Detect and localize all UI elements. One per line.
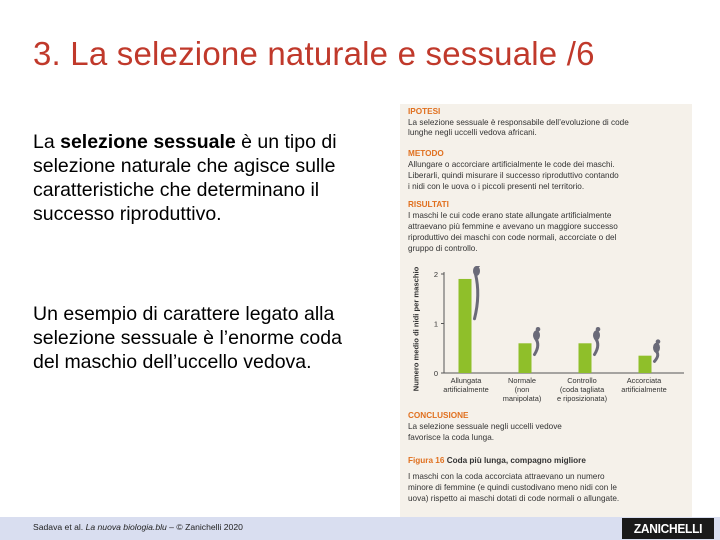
nests-bar-chart xyxy=(400,266,692,404)
bar xyxy=(459,279,472,373)
paragraph-esempio-vedova: Un esempio di carattere legato alla selezione sessuale è l’enorme coda del maschio dell’uccello vedova. xyxy=(33,303,342,373)
category-label-2 xyxy=(552,376,612,403)
risultati-line: gruppo di controllo. xyxy=(408,244,478,253)
metodo-line: i nidi con le uova o i piccoli presenti nel territorio. xyxy=(408,182,585,191)
risultati-line: riproduttivo dei maschi con code normali, accorciate o del xyxy=(408,233,617,242)
y-tick-label: 0 xyxy=(433,369,438,378)
footer-copyright: – © Zanichelli 2020 xyxy=(166,522,243,532)
slide-title: 3. La selezione naturale e sessuale /6 xyxy=(33,35,595,72)
footer-authors: Sadava et al. xyxy=(33,522,86,532)
category-label-line: Controllo xyxy=(567,376,597,385)
figure-number: Figura 16 xyxy=(408,456,445,465)
category-label-line: (non xyxy=(514,385,530,394)
y-tick-label: 2 xyxy=(433,270,438,279)
caption-line: I maschi con la coda accorciata attraevano un numero xyxy=(408,472,605,481)
bird-head xyxy=(596,327,601,332)
textbook-figure xyxy=(400,104,692,524)
zanichelli-logo: ZANICHELLI xyxy=(622,518,714,539)
bird-head xyxy=(536,327,541,332)
conclusione-heading: CONCLUSIONE xyxy=(408,411,469,420)
category-label-line: manipolata) xyxy=(502,394,542,403)
caption-line: minore di femmine (e quindi custodivano meno nidi con le xyxy=(408,483,617,492)
bar xyxy=(639,356,652,373)
category-label-line: artificialmente xyxy=(443,385,489,394)
bird-tail xyxy=(535,338,538,354)
metodo-heading: METODO xyxy=(408,149,444,158)
category-label-3 xyxy=(614,376,674,394)
metodo-line: Allungare o accorciare artificialmente le code dei maschi. xyxy=(408,160,615,169)
caption-line: uova) rispetto ai maschi dotati di code normali o allungate. xyxy=(408,494,620,503)
y-axis-title: Numero medio di nidi per maschio xyxy=(411,266,421,392)
category-label-line: Allungata xyxy=(450,376,482,385)
category-label-line: e riposizionata) xyxy=(556,394,608,403)
bar xyxy=(519,343,532,373)
figure-title: Coda più lunga, compagno migliore xyxy=(446,456,586,465)
conclusione-line: favorisce la coda lunga. xyxy=(408,433,495,442)
footer-book-title: La nuova biologia.blu xyxy=(85,522,167,532)
footer-credit xyxy=(33,522,243,532)
category-label-line: (coda tagliata xyxy=(559,385,605,394)
bird-tail xyxy=(655,351,658,362)
risultati-line: attraevano più femmine e avevano un maggiore successo xyxy=(408,222,618,231)
y-tick-label: 1 xyxy=(433,319,438,329)
category-label-line: artificialmente xyxy=(621,385,667,394)
category-label-line: Normale xyxy=(508,376,536,385)
bar xyxy=(579,343,592,373)
risultati-line: I maschi le cui code erano state allungate artificialmente xyxy=(408,211,612,220)
conclusione-line: La selezione sessuale negli uccelli vedove xyxy=(408,422,562,431)
metodo-line: Liberarli, quindi misurare il successo riproduttivo contando xyxy=(408,171,619,180)
ipotesi-heading: IPOTESI xyxy=(408,107,441,116)
category-label-line: Accorciata xyxy=(626,376,662,385)
figure-caption-title xyxy=(408,456,688,466)
category-label-0 xyxy=(436,376,496,394)
bird-tail xyxy=(475,274,478,319)
bird-head xyxy=(656,339,661,344)
bird-tail xyxy=(595,338,598,354)
para1-bold-term: selezione sessuale xyxy=(60,131,236,153)
risultati-heading: RISULTATI xyxy=(408,200,449,209)
y-axis-title-box xyxy=(406,266,426,392)
para1-post: è un tipo di selezione naturale che agisce sulle caratteristiche che determinano il successo riproduttivo. xyxy=(33,131,337,225)
paragraph-selezione-sessuale xyxy=(33,130,373,226)
para1-pre: La xyxy=(33,131,61,153)
ipotesi-line: La selezione sessuale è responsabile dell’evoluzione di code xyxy=(408,118,629,127)
ipotesi-line: lunghe negli uccelli vedova africani. xyxy=(408,128,537,137)
category-label-1 xyxy=(492,376,552,403)
